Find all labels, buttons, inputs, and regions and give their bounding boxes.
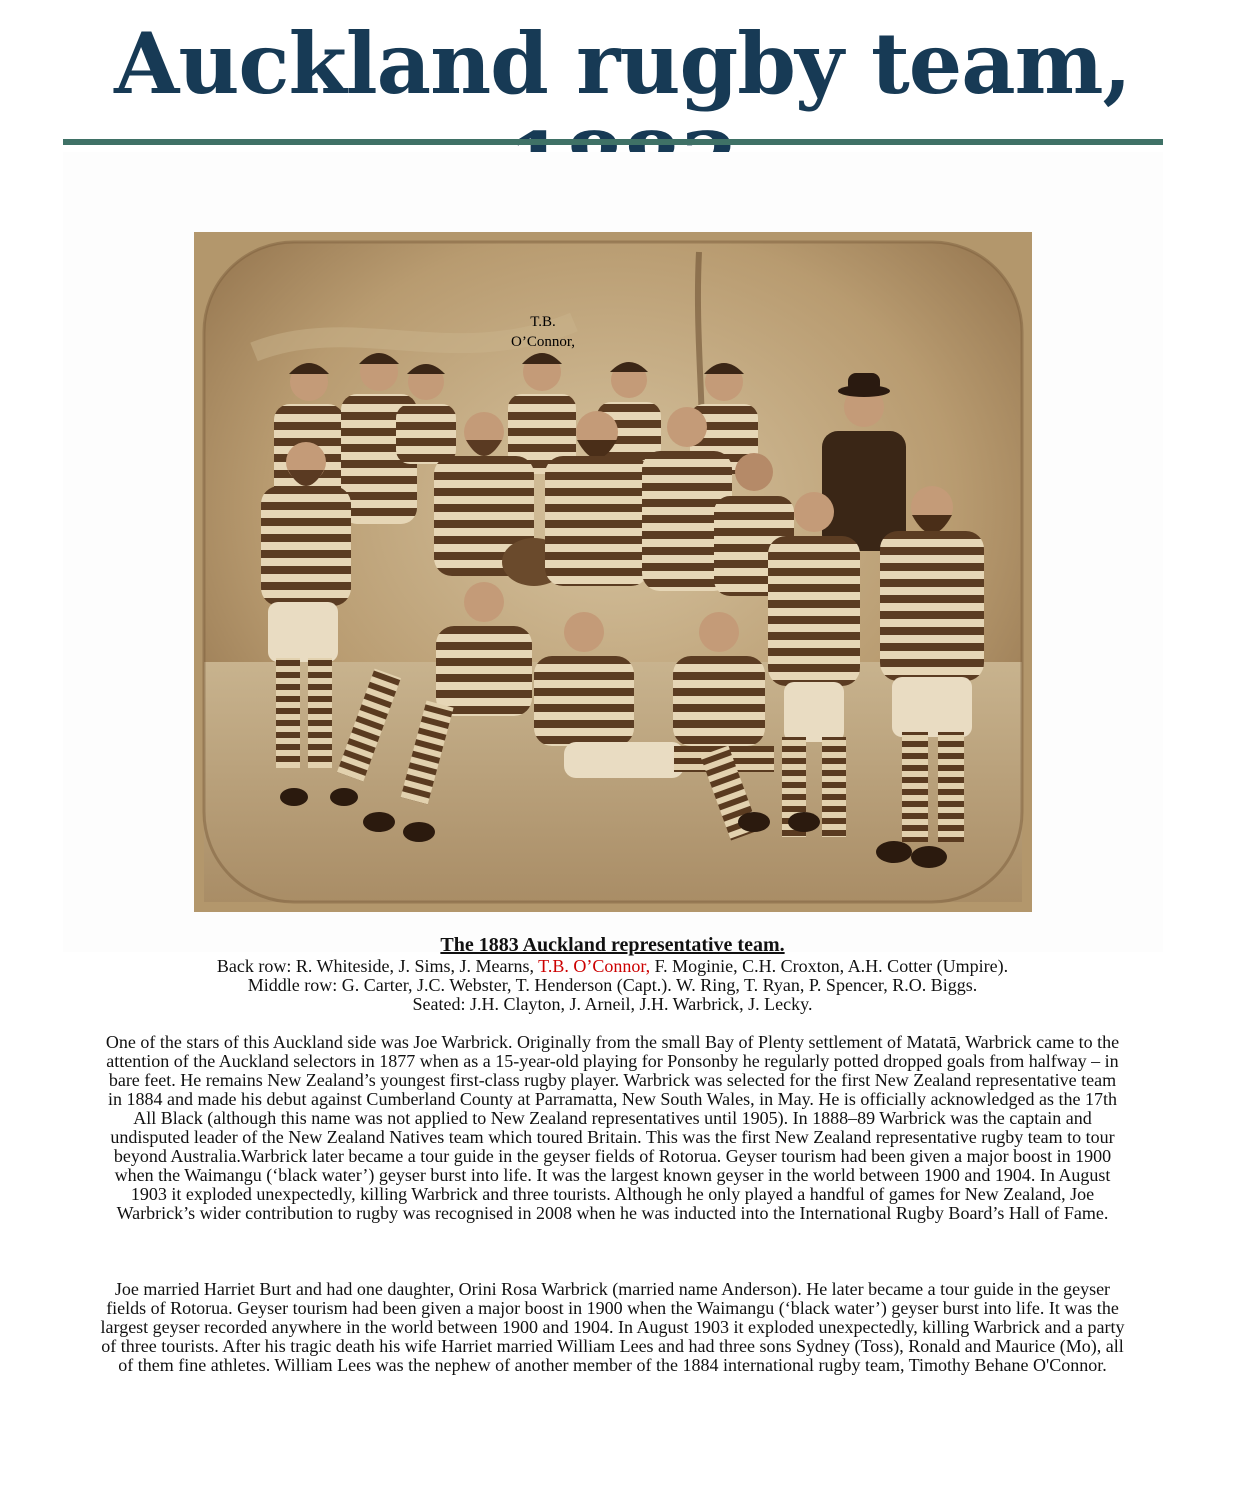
body-paragraph-family: Joe married Harriet Burt and had one daughter, Orini Rosa Warbrick (married name Anderson). He later became a tour guide in the geyser fields of Rotorua. Geyser tourism had been given a major boost in 1900 when the Waimangu (‘black water’) geyser burst into life. It was the largest geyser recorded anywhere in the world between 1900 and 1904. In August 1903 it exploded unexpectedly, killing Warbrick and a party of three tourists. After his tragic death his wife Harriet married William Lees and had three sons Sydney (Toss), Ronald and Maurice (Mo), all of them fine athletes. William Lees was the nephew of another member of the 1884 international rugby team, Timothy Behane O'Connor. bbox=[100, 1279, 1125, 1375]
photo-annotation bbox=[493, 312, 593, 352]
back-row-prefix: Back row: R. Whiteside, J. Sims, J. Mearns, bbox=[216, 956, 539, 976]
body-paragraph-warbrick: One of the stars of this Auckland side was Joe Warbrick. Originally from the small Bay of Plenty settlement of Matatā, Warbrick came to the attention of the Auckland selectors in 1877 when as a 15-year-old playing for Ponsonby he regularly potted dropped goals from halfway – in bare feet. He remains New Zealand’s youngest first-class rugby player. Warbrick was selected for the first New Zealand representative team in 1884 and made his debut against Cumberland County at Parramatta, New South Wales, in May. He is officially acknowledged as the 17th All Black (although this name was not applied to New Zealand representatives until 1905). In 1888–89 Warbrick was the captain and undisputed leader of the New Zealand Natives team which toured Britain. This was the first New Zealand representative rugby team to tour beyond Australia.Warbrick later became a tour guide in the geyser fields of Rotorua. Geyser tourism had been given a major boost in 1900 when the Waimangu (‘black water’) geyser burst into life. It was the largest known geyser in the world between 1900 and 1904. In August 1903 it exploded unexpectedly, killing Warbrick and three tourists. Although he only played a handful of games for New Zealand, Joe Warbrick’s wider contribution to rugby was recognised in 2008 when he was inducted into the International Rugby Board’s Hall of Fame. bbox=[105, 1032, 1120, 1223]
back-row-highlight: T.B. O’Connor, bbox=[538, 956, 651, 976]
caption-heading: The 1883 Auckland representative team. bbox=[440, 934, 785, 956]
caption-back-row bbox=[90, 957, 1135, 976]
caption-seated-row: Seated: J.H. Clayton, J. Arneil, J.H. Warbrick, J. Lecky. bbox=[412, 994, 813, 1014]
team-photograph bbox=[194, 232, 1032, 912]
photo-annotation-line2: O’Connor, bbox=[511, 334, 575, 350]
photo-annotation-line1: T.B. bbox=[530, 314, 556, 330]
page-title: Auckland rugby team, bbox=[114, 14, 1131, 113]
title-divider bbox=[63, 139, 1163, 145]
caption-middle-row: Middle row: G. Carter, J.C. Webster, T. Henderson (Capt.). W. Ring, T. Ryan, P. Spencer, R.O. Biggs. bbox=[247, 975, 978, 995]
back-row-suffix: F. Moginie, C.H. Croxton, A.H. Cotter (Umpire). bbox=[650, 956, 1009, 976]
